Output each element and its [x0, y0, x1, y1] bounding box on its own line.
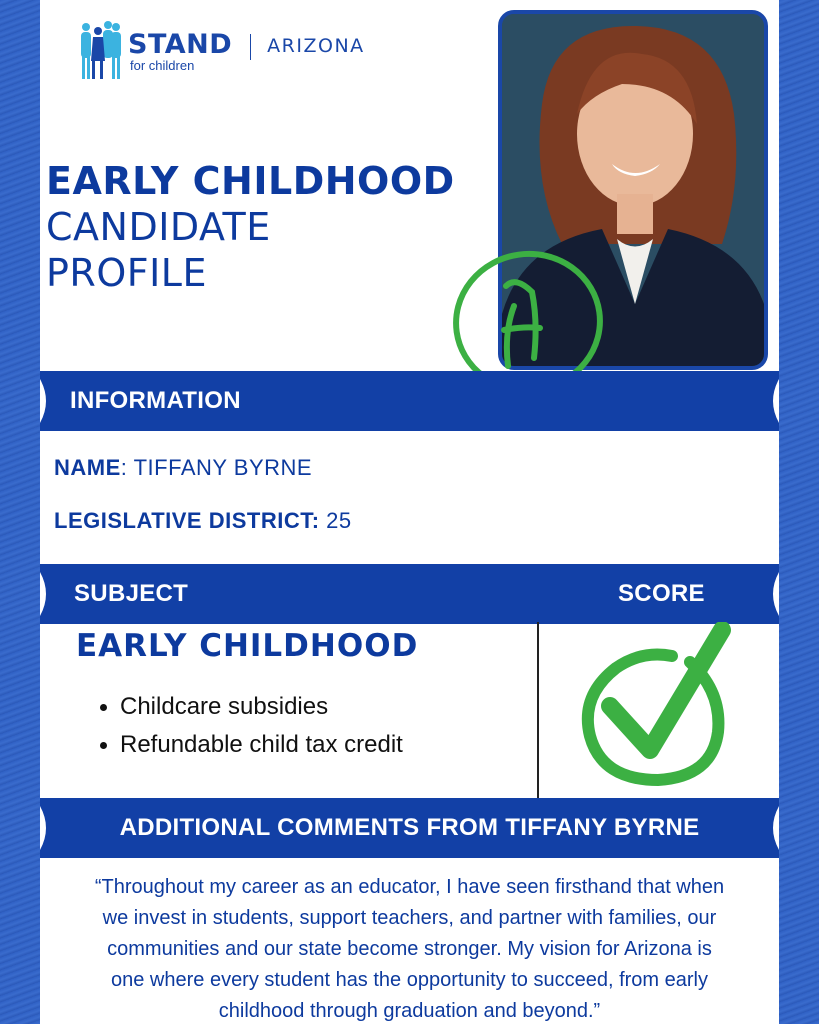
quote-line: one where every student has the opportunity to succeed, from early	[110, 969, 708, 991]
candidate-name-row	[54, 455, 312, 481]
name-value: : TIFFANY BYRNE	[120, 455, 313, 480]
name-label: NAME	[54, 455, 121, 480]
information-heading: INFORMATION	[70, 387, 241, 414]
district-label: LEGISLATIVE DISTRICT:	[54, 508, 320, 533]
logo-divider	[250, 34, 251, 60]
quote-line: we invest in students, support teachers, and partner with families, our	[102, 907, 717, 929]
quote-line: childhood through graduation and beyond.”	[218, 1000, 601, 1022]
district-row	[54, 508, 352, 534]
quote-line: “Throughout my career as an educator, I have seen firsthand that when	[94, 876, 725, 898]
logo-brand: STAND	[128, 29, 233, 60]
column-divider	[537, 622, 539, 798]
subject-title: EARLY CHILDHOOD	[76, 628, 419, 664]
candidate-quote	[40, 872, 779, 1024]
district-value: 25	[319, 508, 352, 533]
green-checkmark-icon	[572, 622, 732, 790]
subject-score-banner	[40, 564, 779, 624]
profile-card	[40, 0, 779, 1024]
title-line-2: CANDIDATE	[46, 205, 271, 249]
list-item: Refundable child tax credit	[98, 726, 403, 764]
logo-wordmark	[128, 31, 232, 73]
list-item: Childcare subsidies	[98, 688, 403, 726]
left-frame-border	[0, 0, 40, 1024]
logo-subtitle: for children	[130, 58, 195, 73]
right-frame-border	[779, 0, 819, 1024]
information-banner	[40, 371, 779, 431]
score-heading-label: SCORE	[618, 580, 705, 607]
comments-banner	[40, 798, 779, 858]
page-title	[46, 158, 455, 296]
title-line-3: PROFILE	[46, 251, 207, 295]
quote-line: communities and our state become stronger. My vision for Arizona is	[107, 938, 712, 960]
stand-logo	[78, 20, 365, 84]
family-figures-icon	[78, 21, 124, 83]
subject-heading-label: SUBJECT	[74, 580, 189, 607]
logo-state: ARIZONA	[267, 35, 365, 57]
comments-heading: ADDITIONAL COMMENTS FROM TIFFANY BYRNE	[119, 814, 700, 841]
subject-items-list	[98, 688, 403, 764]
title-line-1: EARLY CHILDHOOD	[46, 159, 455, 203]
